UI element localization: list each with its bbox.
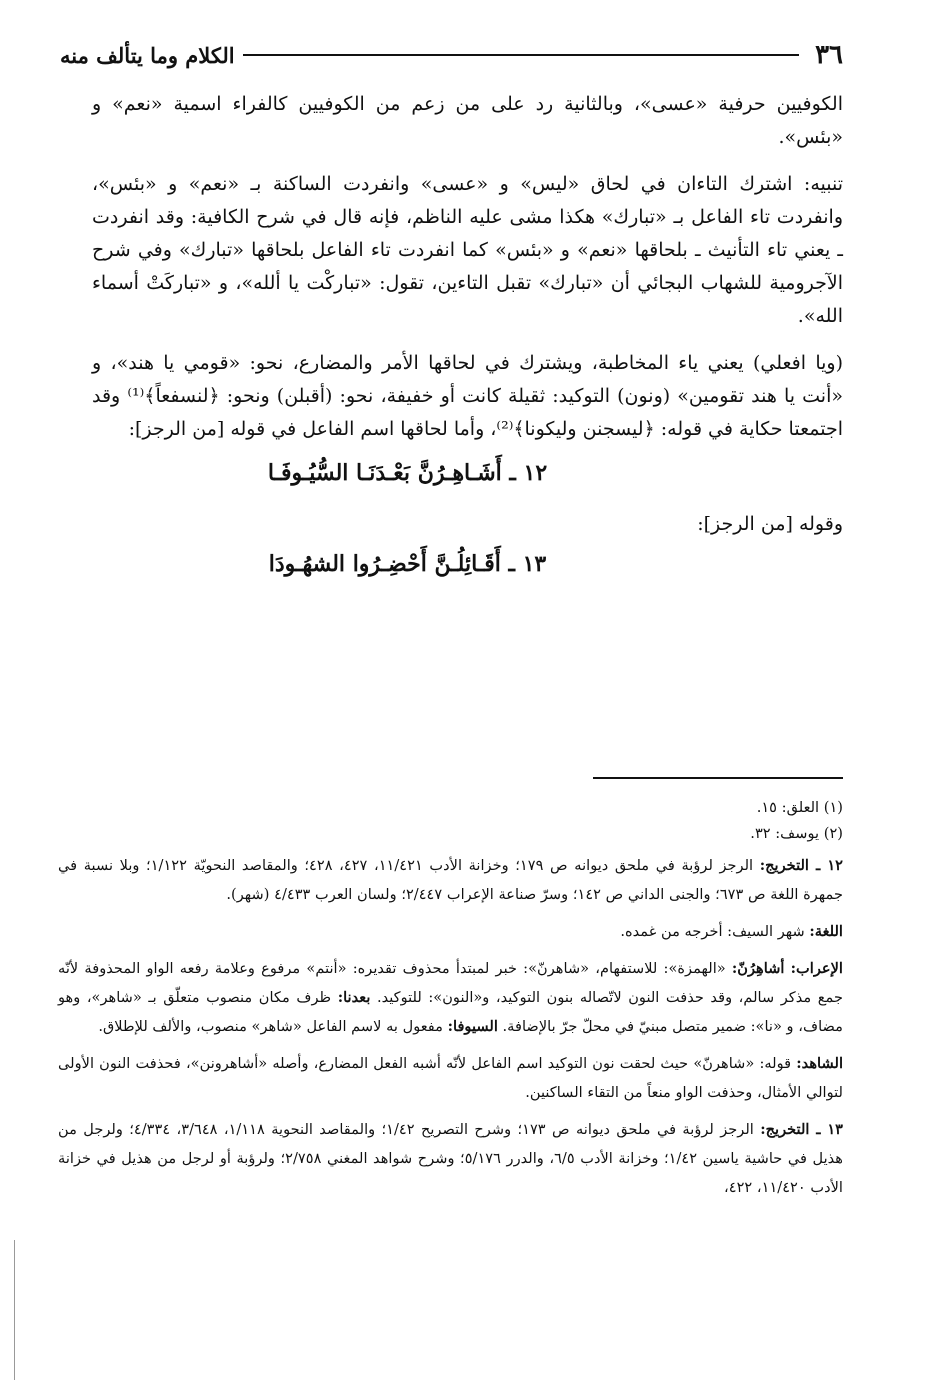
irab-word-2: بعدنا: (337, 989, 371, 1006)
takhrij-13-text: الرجز لرؤبة في ملحق ديوانه ص ١٧٣؛ وشرح التصريح ١/٤٢؛ والمقاصد النحوية ١/١١٨، ٣/٦٤٨، ٤/٣٣٤؛ ولرجل من هذيل في حاشية ياسين ١/٤٢؛ وخزانة الأدب ٦/٥، والدرر ٥/١٧٦؛ وشرح شواهد المغني ٢/٧٥٨؛ ولرؤبة أو لرجل من هذيل في خزانة الأدب ١١/٤٢٠، ٤٢٢، (58, 1121, 844, 1196)
running-header (60, 38, 843, 72)
page-number: ٣٦ (815, 40, 843, 70)
lugha-text: شهر السيف: أخرجه من غمده. (620, 923, 805, 940)
footnotes (58, 795, 843, 1210)
irab-label: الإعراب: (790, 960, 843, 977)
paragraph-3: (ويا افعلي) يعني ياء المخاطبة، ويشترك في لحاقها الأمر والمضارع، نحو: «قومي يا هند»، و «أنت يا هند تقومين» (ونون) التوكيد: ثقيلة كانت أو خفيفة، نحو: (أقبلن) ونحو: ﴿لنسفعاً﴾⁽¹⁾ وقد اجتمعتا حكاية في قوله: ﴿ليسجنن وليكونا﴾⁽²⁾، وأما لحاقها اسم الفاعل في قوله [من الرجز]: (92, 352, 843, 440)
irab-text-2: ظرف مكان منصوب متعلّق بـ «شاهر»، وهو مضاف، و «نا»: ضمير متصل مبنيّ في محلّ جرّ بالإضافة. (58, 989, 843, 1035)
chapter-title: الكلام وما يتألف منه (60, 42, 235, 68)
footnote-rule (593, 777, 843, 779)
shahid-label: الشاهد: (796, 1055, 844, 1072)
takhrij-13-label: ١٣ ـ التخريج: (760, 1121, 843, 1138)
lugha-label: اللغة: (809, 923, 843, 940)
paragraph-tanbih: تنبيه: اشترك التاءان في لحاق «ليس» و «عسى» وانفردت الساكنة بـ «نعم» و «بئس»، وانفردت تاء الفاعل بـ «تبارك» هكذا مشى عليه الناظم، فإنه قال في شرح الكافية: وقد انفردت ـ يعني تاء التأنيث ـ بلحاقها «نعم» و «بئس» كما انفردت تاء الفاعل بلحاقها «تبارك» وفي شرح الآجرومية للشهاب البجائي أن «تبارك» تقبل التاءين، تقول: «تباركْت يا ألله»، و «تباركَتْ أسماء الله». (92, 173, 843, 327)
verse-13-intro: وقوله [من الرجز]: (697, 513, 843, 535)
main-text (92, 88, 843, 599)
header-rule (243, 54, 799, 56)
shahid (58, 1049, 843, 1107)
verse-12: ١٢ ـ أَشَـاهِـرُنَّ بَعْـدَنَـا السُّيُـوفَـا (267, 460, 548, 486)
irab-word-1: أشاهِرُنّ: (731, 960, 785, 977)
footnote-2: (٢) يوسف: ٣٢. (750, 825, 843, 842)
takhrij-12-label: ١٢ ـ التخريج: (759, 857, 844, 874)
paragraph-1: الكوفيين حرفية «عسى»، وبالثانية رد على من زعم من الكوفيين كالفراء اسمية «نعم» و «بئس». (92, 93, 843, 148)
scan-margin-line (14, 1240, 15, 1380)
takhrij-13 (58, 1115, 843, 1202)
irab-text-1: «الهمزة»: للاستفهام، «شاهرنّ»: خبر لمبتدأ محذوف تقديره: «أنتم» مرفوع وعلامة رفعه الواو المحذوفة لأنّه جمع مذكر سالم، وقد حذفت النون لاتّصاله بنون التوكيد، و«النون»: للتوكيد. (58, 960, 844, 1006)
shahid-text: قوله: «شاهرنّ» حيث لحقت نون التوكيد اسم الفاعل لأنّه أشبه الفعل المضارع، وأصله «أشاهرونن»، فحذفت النون الأولى لتوالي الأمثال، وحذفت الواو منعاً من التقاء الساكنين. (58, 1055, 843, 1101)
irab (58, 954, 843, 1041)
footnote-1: (١) العلق: ١٥. (756, 799, 843, 816)
irab-text-3: مفعول به لاسم الفاعل «شاهر» منصوب، والألف للإطلاق. (98, 1018, 443, 1035)
verse-13: ١٣ ـ أَقَـائِلُـنَّ أَحْضِـرُوا الشهُـودَا (268, 551, 547, 577)
irab-word-3: السيوفا: (447, 1018, 498, 1035)
takhrij-12-text: الرجز لرؤبة في ملحق ديوانه ص ١٧٩؛ وخزانة الأدب ١١/٤٢١، ٤٢٧، ٤٢٨؛ والمقاصد النحويّة ١/١٢٢؛ وبلا نسبة في جمهرة اللغة ص ٦٧٣؛ والجنى الداني ص ١٤٢؛ وسرّ صناعة الإعراب ٢/٤٤٧؛ ولسان العرب ٤/٤٣٣ (شهر). (58, 857, 843, 903)
takhrij-12 (58, 851, 843, 909)
lugha (58, 917, 843, 946)
